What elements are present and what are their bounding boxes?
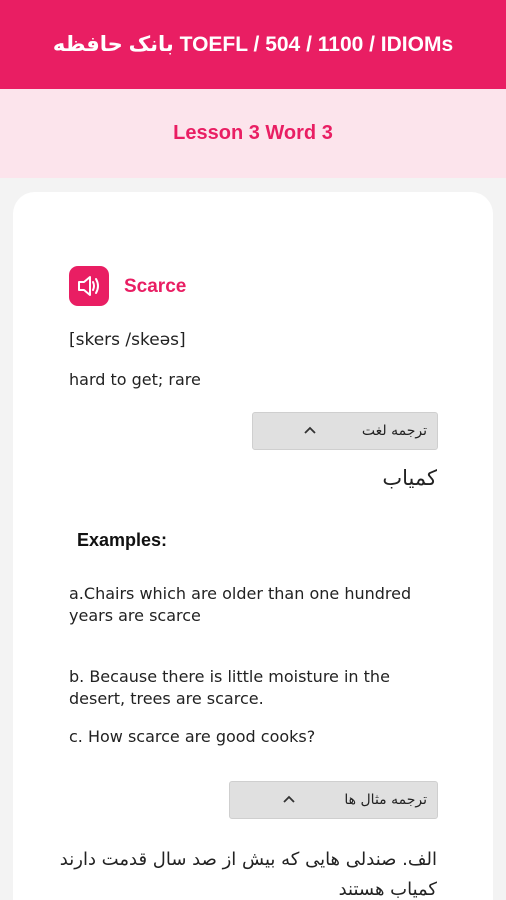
chevron-up-icon <box>303 423 317 439</box>
word-meaning: hard to get; rare <box>69 370 201 389</box>
example-item: a.Chairs which are older than one hundred years are scarce <box>69 584 412 625</box>
lesson-header <box>0 89 506 178</box>
word-title: Scarce <box>124 276 187 297</box>
word-card <box>13 192 493 900</box>
examples-translation-label: ترجمه مثال ها <box>344 792 427 808</box>
app-bar <box>0 0 506 89</box>
word-translation-label: ترجمه لغت <box>361 423 427 439</box>
pronunciation: [skers /skeəs] <box>69 330 186 350</box>
examples-translation: الف. صندلی هایی که بیش از صد سال قدمت دارند کمیاب هستند <box>59 849 437 900</box>
example-item: c. How scarce are good cooks? <box>69 727 316 746</box>
examples-translation-toggle[interactable] <box>229 781 438 819</box>
lesson-title: Lesson 3 Word 3 <box>173 122 333 144</box>
word-translation-toggle[interactable] <box>252 412 438 450</box>
word-translation: کمیاب <box>382 466 437 490</box>
app-title: بانک حافظه TOEFL / 504 / 1100 / IDIOMs <box>52 33 454 56</box>
chevron-up-icon <box>282 792 296 808</box>
example-item: b. Because there is little moisture in the desert, trees are scarce. <box>69 667 390 708</box>
speaker-icon <box>75 273 103 299</box>
play-pronunciation-button[interactable] <box>69 266 109 306</box>
examples-heading: Examples: <box>77 530 168 550</box>
